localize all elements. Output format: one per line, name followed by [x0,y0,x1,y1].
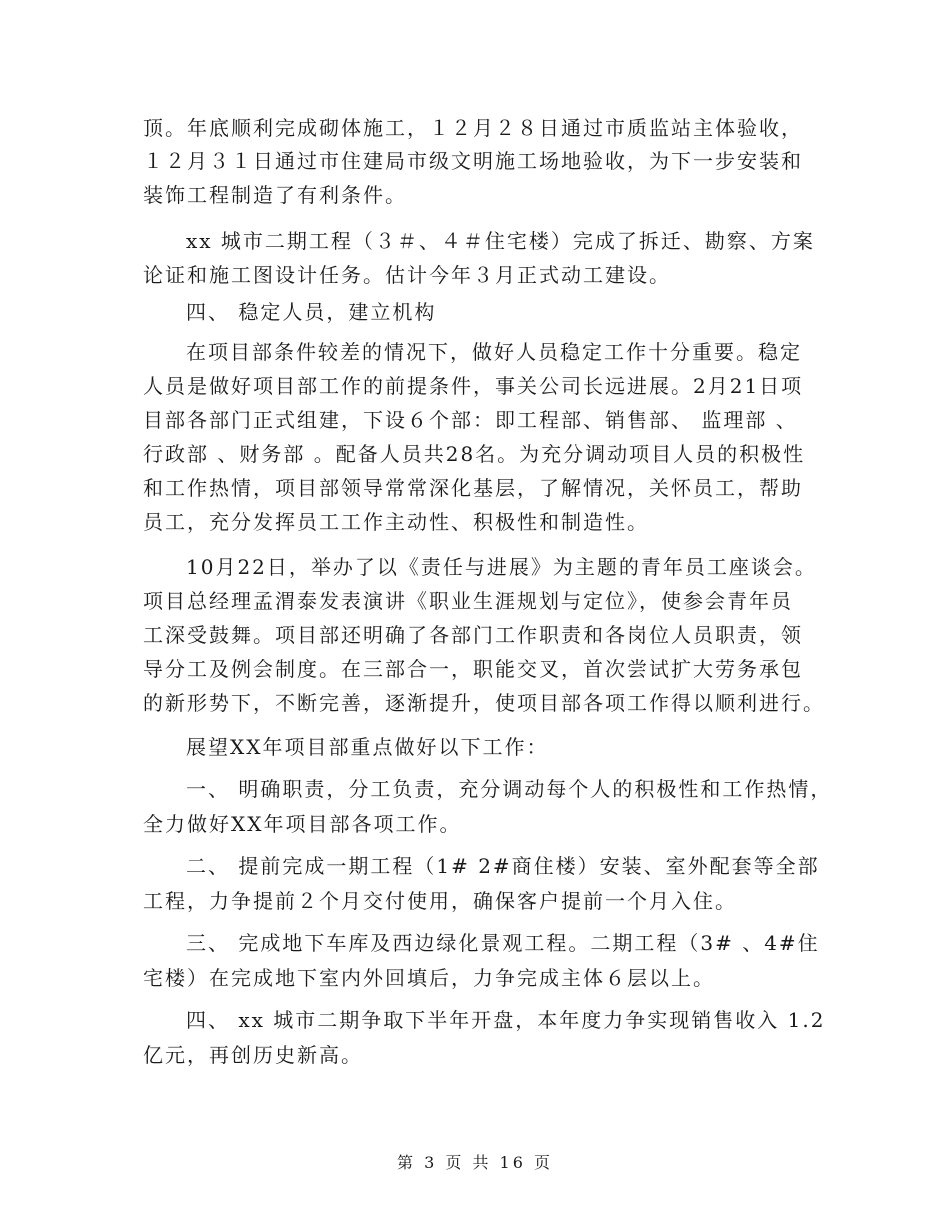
text-line: 项目总经理孟渭泰发表演讲《职业生涯规划与定位》，使参会青年员 [143,589,793,613]
text-line: 论证和施工图设计任务。估计今年３月正式动工建设。 [143,263,671,287]
text-line: １２月３１日通过市住建局市级文明施工场地验收，为下一步安装和 [143,149,803,173]
text-line: 一、 明确职责，分工负责，充分调动每个人的积极性和工作热情， [186,777,833,801]
text-line: 亿元，再创历史新高。 [143,1043,363,1067]
text-line: 装饰工程制造了有利条件。 [143,183,407,207]
text-line: 顶。年底顺利完成砌体施工，１２月２８日通过市质监站主体验收， [143,116,803,140]
text-line: 展望XX年项目部重点做好以下工作： [186,735,549,759]
text-line: 三、 完成地下车库及西边绿化景观工程。二期工程（3# 、4#住 [186,931,820,955]
text-line: 和工作热情，项目部领导常常深化基层，了解情况，关怀员工，帮助 [143,476,803,500]
text-line: 的新形势下，不断完善，逐渐提升，使项目部各项工作得以顺利进行。 [143,691,825,715]
text-line: 工深受鼓舞。项目部还明确了各部门工作职责和各岗位人员职责，领 [143,623,803,647]
text-line: 四、 xx 城市二期争取下半年开盘，本年度力争实现销售收入 1.2 [186,1008,826,1032]
text-line: 二、 提前完成一期工程（1# 2#商住楼）安装、室外配套等全部 [186,854,820,878]
text-line: 全力做好XX年项目部各项工作。 [143,812,462,836]
page-number: 第 3 页 共 16 页 [397,1153,553,1172]
text-line: 人员是做好项目部工作的前提条件，事关公司长远进展。2月21日项 [143,374,804,398]
text-line: 目部各部门正式组建，下设６个部：即工程部、销售部、 监理部 、 [143,408,798,432]
text-line: 员工，充分发挥员工工作主动性、积极性和制造性。 [143,510,649,534]
text-line: 10月22日，举办了以《责任与进展》为主题的青年员工座谈会。 [186,555,817,579]
section-heading: 四、 稳定人员，建立机构 [186,300,437,324]
text-line: 宅楼）在完成地下室内外回填后，力争完成主体６层以上。 [143,966,715,990]
text-line: xx 城市二期工程（３＃、４＃住宅楼）完成了拆迁、勘察、方案 [186,229,815,253]
text-line: 导分工及例会制度。在三部合一，职能交叉，首次尝试扩大劳务承包 [143,657,803,681]
text-line: 在项目部条件较差的情况下，做好人员稳定工作十分重要。稳定 [186,340,802,364]
text-line: 行政部 、财务部 。配备人员共28名。为充分调动项目人员的积极性 [143,442,806,466]
text-line: 工程，力争提前２个月交付使用，确保客户提前一个月入住。 [143,889,737,913]
